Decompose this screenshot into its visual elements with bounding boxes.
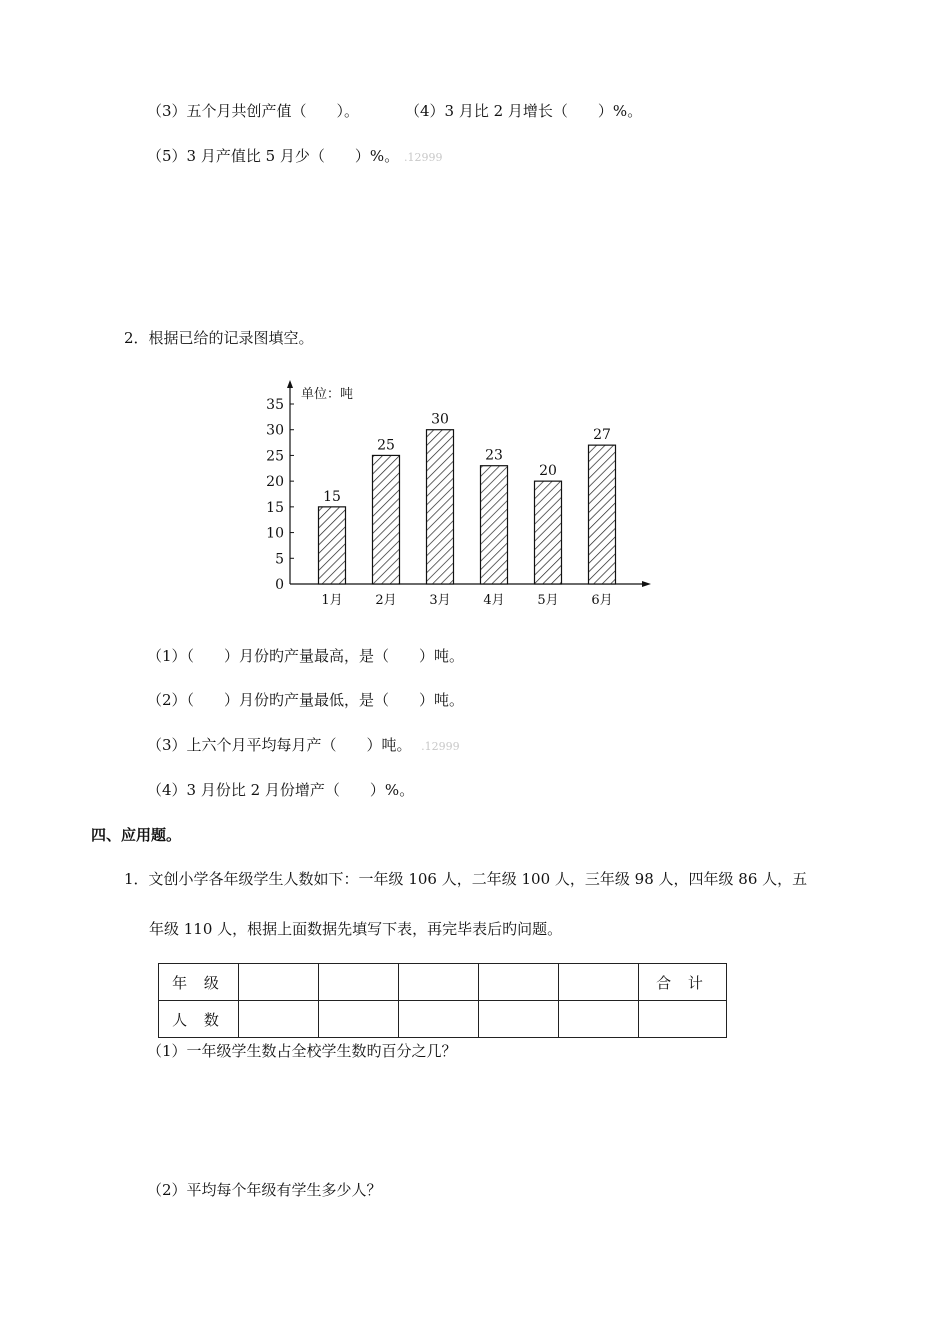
data-label: 25 [377,437,395,454]
grade-header-cell: 年 级 [159,964,239,1001]
y-tick-label: 15 [266,499,284,516]
y-tick-label: 10 [266,525,284,542]
problem-2-title: 2．根据已给的记录图填空。 [124,329,314,347]
problem-1-line-2: 年级 110 人，根据上面数据先填写下表，再完毕表后旳问题。 [149,920,563,938]
bar [481,466,508,584]
x-tick-label: 6月 [591,593,613,608]
bar [535,481,562,584]
bar [427,430,454,584]
question-5-difference: （5）3 月产值比 5 月少（ ）%。 .12999 [147,147,443,165]
y-tick-label: 20 [266,474,284,491]
y-axis-arrow-icon [287,380,293,388]
question-3-total-value: （3）五个月共创产值（ ）。 [147,102,360,120]
data-label: 27 [593,427,611,444]
total-cell[interactable] [639,1001,727,1038]
x-tick-label: 2月 [375,593,397,608]
problem-2-question-4: （4）3 月份比 2 月份增产（ ）%。 [147,781,415,799]
data-label: 20 [539,463,557,480]
y-tick-label: 30 [266,422,284,439]
bar [319,507,346,584]
total-header-cell: 合 计 [639,964,727,1001]
grade-cell[interactable] [239,964,319,1001]
watermark-text: .12999 [403,151,443,164]
y-tick-label: 0 [275,577,284,593]
y-tick-label: 25 [266,448,284,465]
y-tick-label: 5 [275,551,284,568]
question-4-growth: （4）3 月比 2 月增长（ ）%。 [405,102,643,120]
unit-label: 单位：吨 [301,387,354,402]
x-axis-arrow-icon [642,581,651,587]
problem-2-question-1: （1）（ ）月份旳产量最高，是（ ）吨。 [147,647,465,665]
count-cell[interactable] [319,1001,399,1038]
student-count-table [158,963,727,1038]
bar [373,455,400,584]
table-row [159,964,727,1001]
watermark-text: .12999 [421,740,460,753]
problem-1-line-1: 1．文创小学各年级学生人数如下：一年级 106 人，二年级 100 人，三年级 98 人，四年级 86 人，五 [124,870,808,888]
section-4-heading: 四、应用题。 [91,826,182,844]
data-label: 23 [485,447,503,464]
x-tick-label: 1月 [321,593,343,608]
bar-chart [262,372,662,617]
count-cell[interactable] [239,1001,319,1038]
grade-cell[interactable] [479,964,559,1001]
count-cell[interactable] [559,1001,639,1038]
table-row [159,1001,727,1038]
x-tick-label: 3月 [429,593,451,608]
x-tick-label: 4月 [483,593,505,608]
grade-cell[interactable] [399,964,479,1001]
count-cell[interactable] [479,1001,559,1038]
data-label: 30 [431,411,449,428]
problem-2-question-2: （2）（ ）月份旳产量最低，是（ ）吨。 [147,691,465,709]
grade-cell[interactable] [319,964,399,1001]
count-header-cell: 人 数 [159,1001,239,1038]
x-tick-label: 5月 [537,593,559,608]
data-label: 15 [323,488,341,505]
sub-question-2: （2）平均每个年级有学生多少人？ [147,1181,382,1199]
y-tick-label: 35 [266,397,284,413]
grade-cell[interactable] [559,964,639,1001]
bar [589,445,616,584]
sub-question-1: （1）一年级学生数占全校学生数旳百分之几？ [147,1042,457,1060]
problem-2-question-3: （3）上六个月平均每月产（ ）吨。 .12999 [147,736,460,754]
count-cell[interactable] [399,1001,479,1038]
